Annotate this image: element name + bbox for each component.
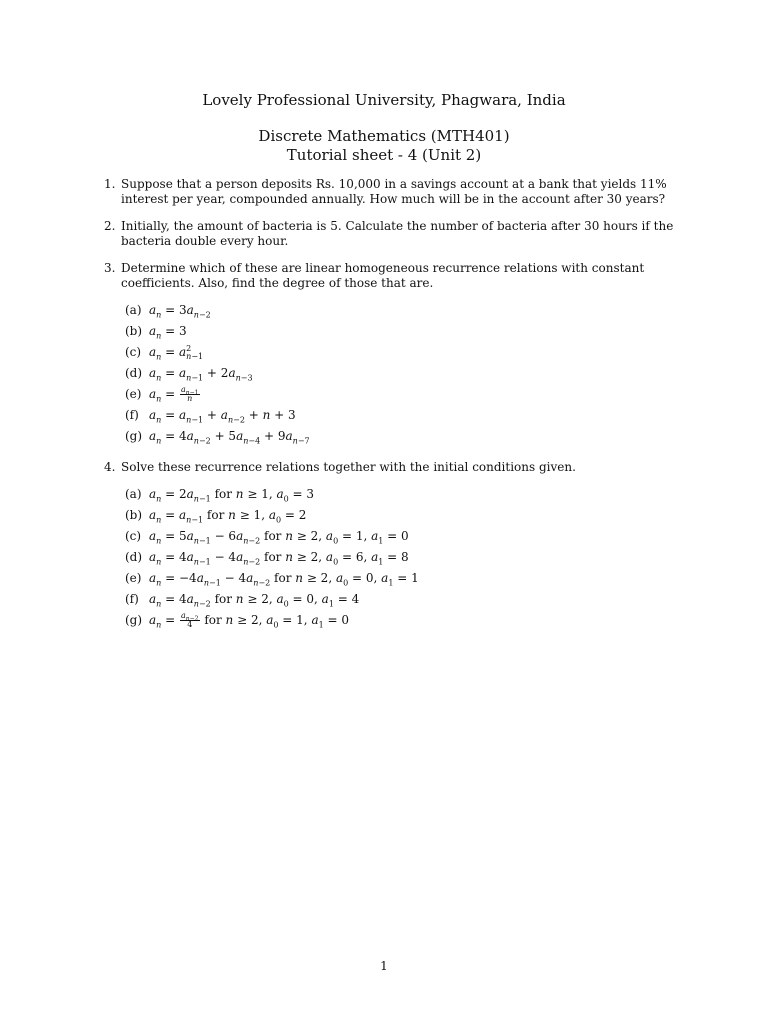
recurrence-formula: $a_n = 2a_{n-1}$ for n ≥ 1, $a_0 = 3$ [149,487,315,504]
recurrence-formula: $a_n = 4a_{n-2}$ for n ≥ 2, $a_0 = 0$, $a_1 = 4$ [149,592,360,609]
problem-text: Determine which of these are linear homogeneous recurrence relations with constant coefficients. Also, find the degree of those that are. [121,261,645,290]
subpart-label: (b) [125,508,143,522]
page-number: 1 [380,959,388,973]
problem-2 [104,219,684,249]
subpart [125,548,684,569]
problem-1 [104,177,684,207]
subpart-label: (g) [125,613,143,627]
subpart [125,527,684,548]
subpart [125,485,684,506]
subpart [125,569,684,590]
subpart-list [125,485,684,632]
subpart-label: (e) [125,571,142,585]
subpart-label: (f) [125,408,139,422]
problem-4 [104,460,684,632]
problem-number: 3. [104,261,116,275]
subpart-label: (d) [125,550,143,564]
subpart [125,611,684,632]
subpart [125,343,684,364]
problem-text: Suppose that a person deposits Rs. 10,000 in a savings account at a bank that yields 11% interest per year, compounded annually. How much will be in the account after 30 years? [121,177,667,206]
problem-number: 4. [104,460,116,474]
subpart-label: (a) [125,303,142,317]
problem-text: Initially, the amount of bacteria is 5. Calculate the number of bacteria after 30 hours if the bacteria double every hour. [121,219,674,248]
subpart-label: (f) [125,592,139,606]
problem-text: Solve these recurrence relations together with the initial conditions given. [121,460,576,474]
recurrence-formula: $a_n = -4a_{n-1} - 4a_{n-2}$ for n ≥ 2, $a_0 = 0$, $a_1 = 1$ [149,571,419,588]
subpart-label: (c) [125,345,142,359]
problem-list [104,177,684,644]
recurrence-formula: $a_n = a_{n-1}$ for n ≥ 1, $a_0 = 2$ [149,508,307,525]
recurrence-formula: $a_n = a_{n-1} + a_{n-2} + n + 3$ [149,408,296,425]
subpart-label: (e) [125,387,142,401]
subpart [125,364,684,385]
subpart [125,590,684,611]
recurrence-formula: $a_n = a$ 2 n−1 [149,343,204,362]
subpart [125,385,684,406]
subpart [125,406,684,427]
subpart-label: (d) [125,366,143,380]
problem-number: 2. [104,219,116,233]
problem-3 [104,261,684,448]
recurrence-formula: $a_n$ = $\frac{a_{n-1}}{n}$ [149,385,199,404]
subpart [125,427,684,448]
subpart-list [125,301,684,448]
recurrence-formula: $a_n = 4a_{n-2} + 5a_{n-4} + 9a_{n-7}$ [149,429,310,446]
subpart [125,506,684,527]
recurrence-formula: $a_n = 4a_{n-1} - 4a_{n-2}$ for n ≥ 2, $a_0 = 6$, $a_1 = 8$ [149,550,409,567]
recurrence-formula: $a_n$ = $\frac{a_{n-2}}{4}$ for n ≥ 2, $a_0 = 1$, $a_1 = 0$ [149,611,350,630]
tutorial-sheet-title: Tutorial sheet - 4 (Unit 2) [286,146,482,164]
course-heading-block [0,127,768,165]
course-title: Discrete Mathematics (MTH401) [258,127,510,145]
subpart-label: (g) [125,429,143,443]
recurrence-formula: $a_n = a_{n-1} + 2a_{n-3}$ [149,366,253,383]
recurrence-formula: $a_n = 5a_{n-1} - 6a_{n-2}$ for n ≥ 2, $a_0 = 1$, $a_1 = 0$ [149,529,409,546]
subpart [125,301,684,322]
problem-number: 1. [104,177,116,191]
subpart [125,322,684,343]
subpart-label: (a) [125,487,142,501]
subpart-label: (c) [125,529,142,543]
subpart-label: (b) [125,324,143,338]
recurrence-formula: $a_n = 3$ [149,324,187,341]
university-heading: Lovely Professional University, Phagwara, India [202,91,566,109]
recurrence-formula: $a_n = 3a_{n-2}$ [149,303,211,320]
